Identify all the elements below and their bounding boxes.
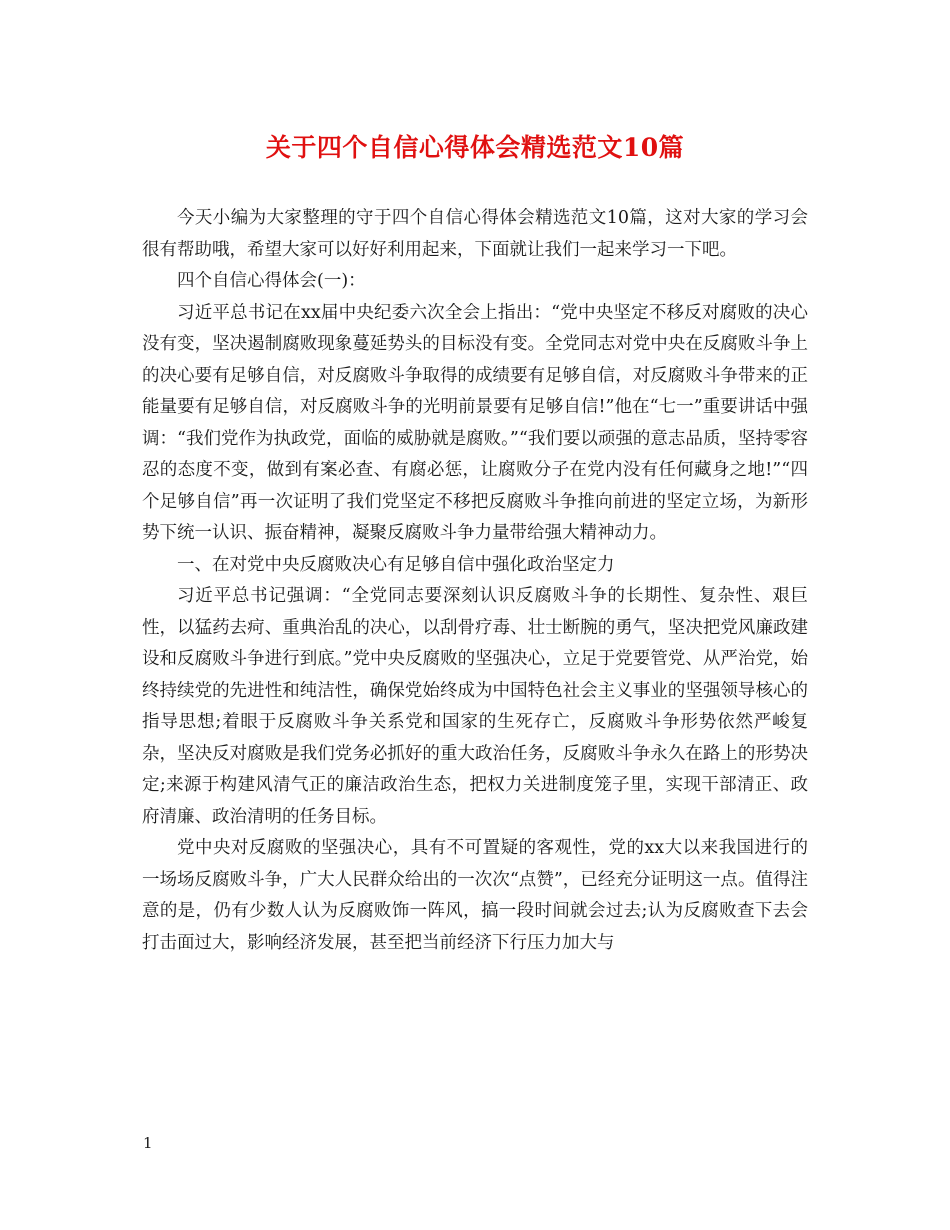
page-number: 1: [143, 1134, 153, 1152]
paragraph-intro: 今天小编为大家整理的守于四个自信心得体会精选范文10篇，这对大家的学习会很有帮助哦，希望大家可以好好利用起来，下面就让我们一起来学习一下吧。: [142, 208, 808, 260]
paragraph: 党中央对反腐败的坚强决心，具有不可置疑的客观性，党的xx大以来我国进行的一场场反腐败斗争，广大人民群众给出的一次次“点赞”，已经充分证明这一点。值得注意的是，仍有少数人认为反腐败饰一阵风，搞一段时间就会过去;认为反腐败查下去会打击面过大，影响经济发展，甚至把当前经济下行压力加大与: [142, 838, 808, 953]
paragraph: 习近平总书记强调：“全党同志要深刻认识反腐败斗争的长期性、复杂性、艰巨性，以猛药去疴、重典治乱的决心，以刮骨疗毒、壮士断腕的勇气，坚决把党风廉政建设和反腐败斗争进行到底。”党中央反腐败的坚强决心，立足于党要管党、从严治党，始终持续党的先进性和纯洁性，确保党始终成为中国特色社会主义事业的坚强领导核心的指导思想;着眼于反腐败斗争关系党和国家的生死存亡，反腐败斗争形势依然严峻复杂，坚决反对腐败是我们党务必抓好的重大政治任务，反腐败斗争永久在路上的形势决定;来源于构建风清气正的廉洁政治生态，把权力关进制度笼子里，实现干部清正、政府清廉、政治清明的任务目标。: [142, 586, 808, 827]
document-title: 关于四个自信心得体会精选范文10篇: [265, 133, 685, 162]
section-heading-1: 四个自信心得体会(一)：: [177, 271, 366, 291]
paragraph: 习近平总书记在xx届中央纪委六次全会上指出：“党中央坚定不移反对腐败的决心没有变，坚决遏制腐败现象蔓延势头的目标没有变。全党同志对党中央在反腐败斗争上的决心要有足够自信，对反腐败斗争取得的成绩要有足够自信，对反腐败斗争带来的正能量要有足够自信，对反腐败斗争的光明前景要有足够自信!”他在“七一”重要讲话中强调：“我们党作为执政党，面临的威胁就是腐败。”“我们要以顽强的意志品质，坚持零容忍的态度不变，做到有案必查、有腐必惩，让腐败分子在党内没有任何藏身之地!”“四个足够自信”再一次证明了我们党坚定不移把反腐败斗争推向前进的坚定立场，为新形势下统一认识、振奋精神，凝聚反腐败斗争力量带给强大精神动力。: [142, 302, 808, 543]
subsection-heading: 一、在对党中央反腐败决心有足够自信中强化政治坚定力: [177, 554, 615, 575]
document-body: [142, 203, 808, 959]
